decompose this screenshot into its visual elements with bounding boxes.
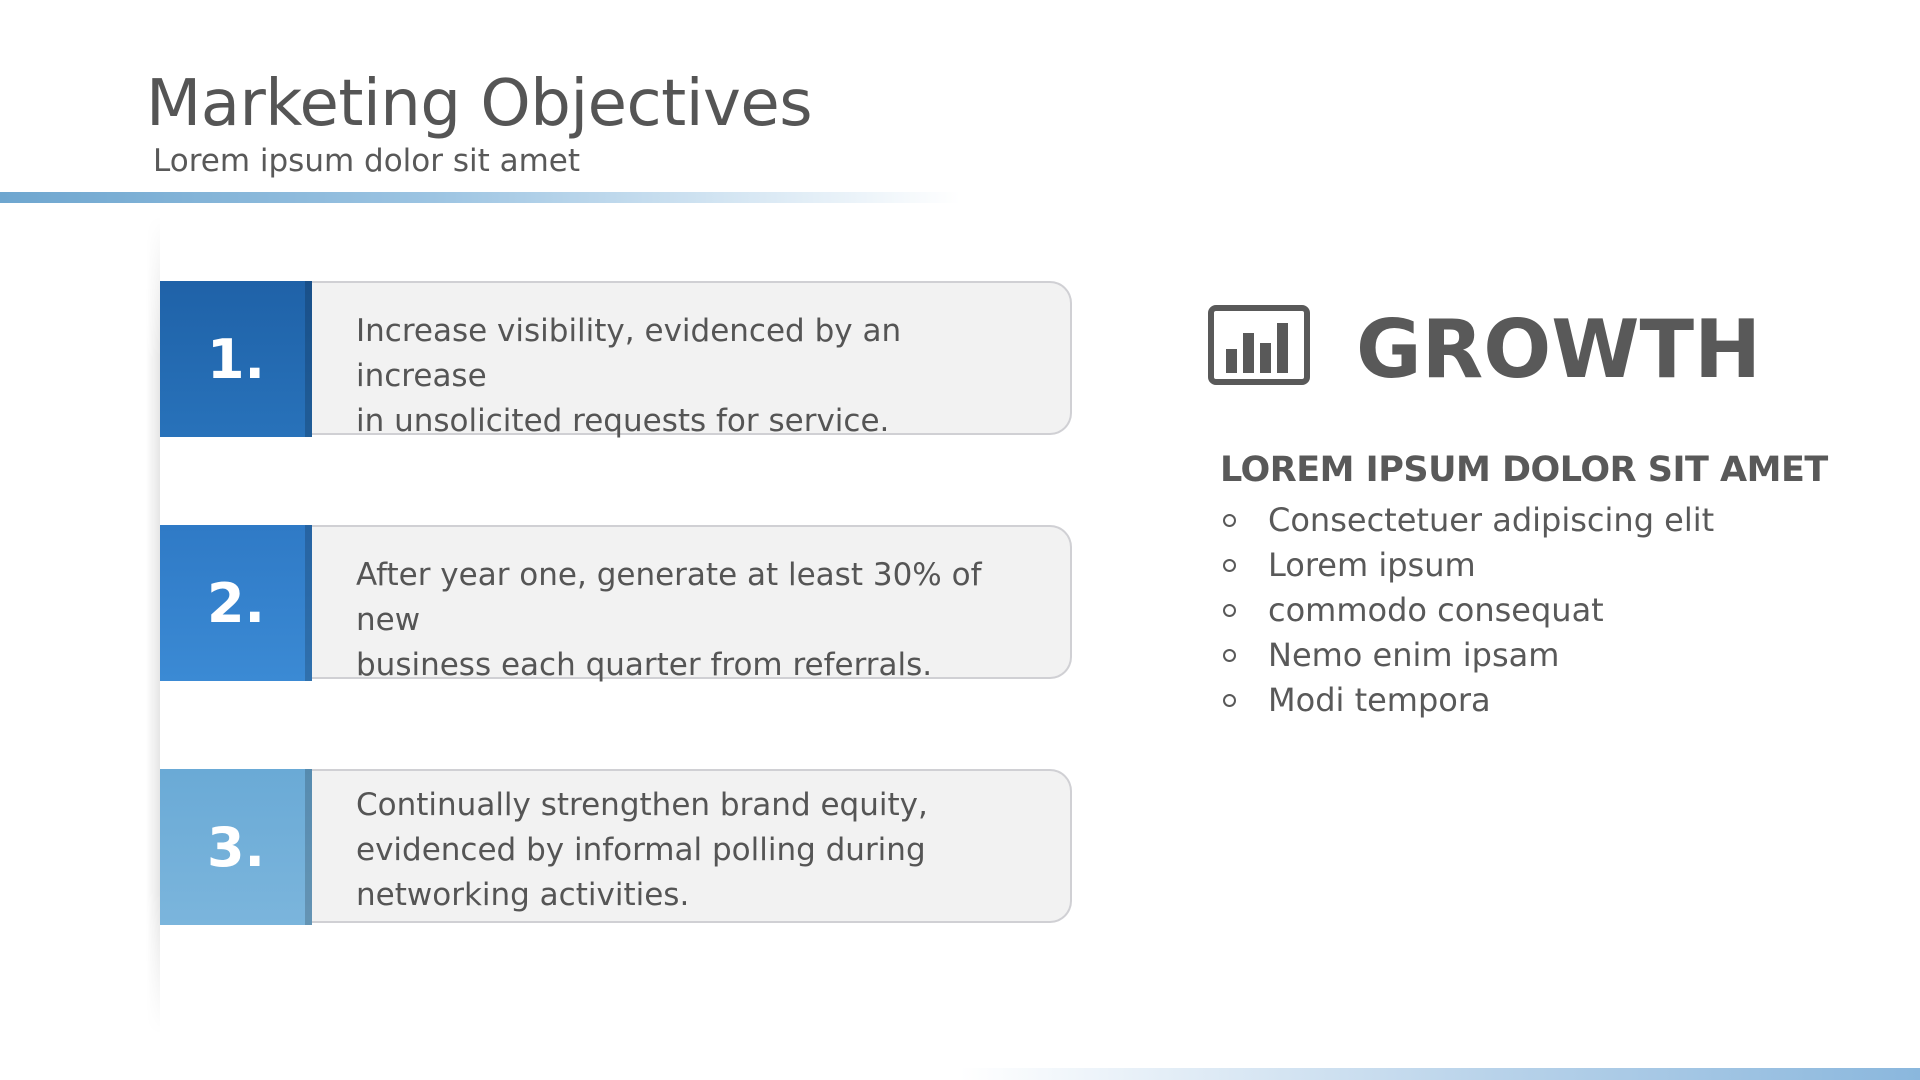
circle-bullet-icon	[1223, 604, 1236, 617]
objective-number: 3.	[160, 769, 312, 925]
objective-text-line: evidenced by informal polling during	[356, 832, 926, 868]
circle-bullet-icon	[1223, 514, 1236, 527]
page-title: Marketing Objectives	[146, 67, 813, 141]
list-item	[1220, 498, 1714, 543]
objective-2	[160, 525, 1074, 681]
objective-text	[312, 525, 1072, 683]
growth-heading: LOREM IPSUM DOLOR SIT AMET	[1220, 450, 1828, 490]
objective-1	[160, 281, 1074, 437]
header-divider	[0, 192, 960, 203]
page-subtitle: Lorem ipsum dolor sit amet	[153, 143, 581, 179]
growth-title: GROWTH	[1356, 303, 1762, 396]
circle-bullet-icon	[1223, 559, 1236, 572]
list-item-label: commodo consequat	[1268, 591, 1604, 629]
list-item	[1220, 633, 1714, 678]
objective-text-line: Continually strengthen brand equity,	[356, 787, 928, 823]
list-item	[1220, 543, 1714, 588]
objective-3	[160, 769, 1074, 925]
objective-text-line: in unsolicited requests for service.	[356, 403, 890, 439]
growth-list	[1220, 498, 1714, 723]
objective-text-line: networking activities.	[356, 877, 690, 913]
circle-bullet-icon	[1223, 694, 1236, 707]
list-item	[1220, 588, 1714, 633]
circle-bullet-icon	[1223, 649, 1236, 662]
objective-text	[312, 281, 1072, 439]
list-item-label: Nemo enim ipsam	[1268, 636, 1560, 674]
objective-text-line: After year one, generate at least 30% of new	[356, 557, 982, 638]
bar-chart-icon	[1208, 305, 1310, 385]
objective-text-line: business each quarter from referrals.	[356, 647, 933, 683]
objective-text-line: Increase visibility, evidenced by an increase	[356, 313, 902, 394]
list-item	[1220, 678, 1714, 723]
list-item-label: Consectetuer adipiscing elit	[1268, 501, 1715, 539]
objectives-shadow	[146, 215, 160, 1035]
list-item-label: Modi tempora	[1268, 681, 1491, 719]
list-item-label: Lorem ipsum	[1268, 546, 1476, 584]
objective-number: 1.	[160, 281, 312, 437]
objective-number: 2.	[160, 525, 312, 681]
footer-divider	[960, 1068, 1920, 1080]
objective-text	[312, 769, 1072, 923]
